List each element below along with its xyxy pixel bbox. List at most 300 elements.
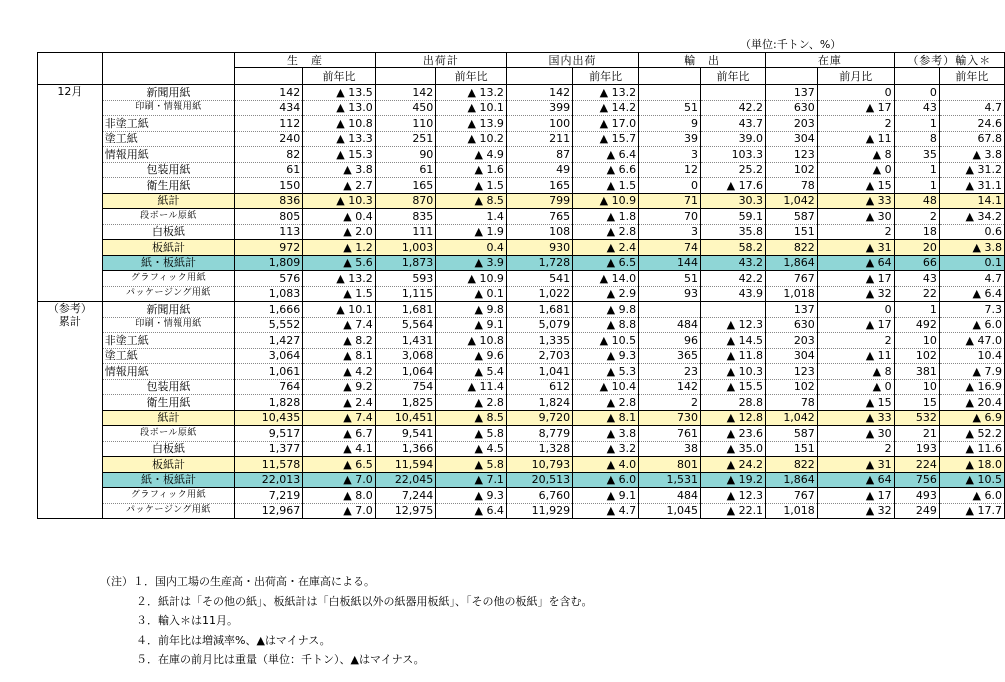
value-cell: 756 [894, 472, 939, 488]
value-cell: 78 [766, 178, 818, 194]
change-cell: 30.3 [701, 193, 766, 209]
change-cell: ▲ 4.0 [573, 457, 639, 473]
table-row [38, 426, 1005, 442]
change-cell: ▲ 64 [817, 472, 894, 488]
value-cell: 203 [766, 116, 818, 132]
value-cell: 2,703 [506, 348, 572, 364]
value-cell: 836 [235, 193, 303, 209]
section-label-line: （参考） [47, 302, 92, 315]
section-label [38, 302, 103, 519]
header-inventory: 在庫 [766, 53, 895, 68]
change-cell: ▲ 6.0 [939, 317, 1004, 333]
section-label-line: 12月 [57, 85, 83, 98]
value-cell: 8 [894, 131, 939, 147]
change-cell: ▲ 5.8 [436, 426, 507, 442]
value-cell: 434 [235, 100, 303, 116]
value-cell: 1,022 [506, 286, 572, 302]
change-cell: 7.3 [939, 302, 1004, 318]
change-cell: ▲ 2.9 [573, 286, 639, 302]
row-label: 紙計 [102, 193, 235, 209]
value-cell: 1,061 [235, 364, 303, 380]
change-cell: 43.2 [701, 255, 766, 271]
change-cell: ▲ 3.8 [573, 426, 639, 442]
change-cell: ▲ 10.9 [573, 193, 639, 209]
value-cell: 22,013 [235, 472, 303, 488]
value-cell: 49 [506, 162, 572, 178]
change-cell: ▲ 17.6 [701, 178, 766, 194]
value-cell: 151 [766, 224, 818, 240]
value-cell: 43 [894, 271, 939, 287]
change-cell: ▲ 12.3 [701, 317, 766, 333]
row-label: グラフィック用紙 [102, 271, 235, 287]
change-cell: ▲ 10.2 [436, 131, 507, 147]
value-cell: 3 [639, 147, 701, 163]
value-cell: 1,873 [375, 255, 436, 271]
row-label: 塗工紙 [102, 131, 235, 147]
change-cell: 24.6 [939, 116, 1004, 132]
table-row [38, 209, 1005, 225]
change-cell: ▲ 35.0 [701, 441, 766, 457]
change-cell: ▲ 15 [817, 395, 894, 411]
value-cell: 240 [235, 131, 303, 147]
table-row [38, 193, 1005, 209]
subheader-mom: 前月比 [817, 68, 894, 85]
change-cell: ▲ 13.9 [436, 116, 507, 132]
change-cell: ▲ 2.8 [573, 395, 639, 411]
value-cell: 612 [506, 379, 572, 395]
table-row [38, 286, 1005, 302]
row-label: 包装用紙 [102, 379, 235, 395]
change-cell: ▲ 6.4 [573, 147, 639, 163]
change-cell: 42.2 [701, 100, 766, 116]
change-cell: ▲ 7.0 [303, 472, 375, 488]
change-cell: ▲ 3.8 [939, 147, 1004, 163]
change-cell: ▲ 1.5 [436, 178, 507, 194]
change-cell: ▲ 2.0 [303, 224, 375, 240]
change-cell: 0 [817, 302, 894, 318]
change-cell: ▲ 0.4 [303, 209, 375, 225]
table-row [38, 457, 1005, 473]
value-cell: 1,335 [506, 333, 572, 349]
change-cell: ▲ 4.7 [573, 503, 639, 519]
change-cell: 43.7 [701, 116, 766, 132]
change-cell: ▲ 13.0 [303, 100, 375, 116]
value-cell: 10 [894, 333, 939, 349]
subheader-blank [766, 68, 818, 85]
change-cell: 2 [817, 333, 894, 349]
change-cell: 2 [817, 224, 894, 240]
change-cell: ▲ 3.2 [573, 441, 639, 457]
value-cell: 532 [894, 410, 939, 426]
value-cell: 765 [506, 209, 572, 225]
change-cell: ▲ 2.4 [573, 240, 639, 256]
value-cell: 12,975 [375, 503, 436, 519]
value-cell: 165 [375, 178, 436, 194]
value-cell: 1,003 [375, 240, 436, 256]
value-cell: 1,864 [766, 472, 818, 488]
table-row [38, 395, 1005, 411]
value-cell: 211 [506, 131, 572, 147]
value-cell: 48 [894, 193, 939, 209]
row-label: 包装用紙 [102, 162, 235, 178]
change-cell: ▲ 11 [817, 131, 894, 147]
value-cell: 493 [894, 488, 939, 504]
value-cell: 100 [506, 116, 572, 132]
row-label: 印刷・情報用紙 [102, 100, 235, 116]
value-cell: 1,825 [375, 395, 436, 411]
value-cell: 74 [639, 240, 701, 256]
value-cell: 11,929 [506, 503, 572, 519]
change-cell: ▲ 3.8 [303, 162, 375, 178]
change-cell: ▲ 9.1 [573, 488, 639, 504]
change-cell: ▲ 32 [817, 503, 894, 519]
value-cell: 137 [766, 85, 818, 101]
change-cell: ▲ 8.5 [436, 193, 507, 209]
value-cell: 111 [375, 224, 436, 240]
change-cell: 25.2 [701, 162, 766, 178]
table-header [38, 53, 1005, 85]
change-cell: ▲ 14.5 [701, 333, 766, 349]
subheader-blank [375, 68, 436, 85]
row-label: 白板紙 [102, 441, 235, 457]
row-label: 紙・板紙計 [102, 472, 235, 488]
change-cell: ▲ 13.2 [303, 271, 375, 287]
change-cell: ▲ 6.4 [436, 503, 507, 519]
change-cell: ▲ 17 [817, 317, 894, 333]
change-cell: ▲ 0 [817, 379, 894, 395]
value-cell: 1,018 [766, 286, 818, 302]
value-cell: 3 [639, 224, 701, 240]
value-cell: 43 [894, 100, 939, 116]
table-row [38, 364, 1005, 380]
table-row [38, 472, 1005, 488]
row-label: 印刷・情報用紙 [102, 317, 235, 333]
change-cell: ▲ 10.4 [573, 379, 639, 395]
value-cell: 1,064 [375, 364, 436, 380]
value-cell: 35 [894, 147, 939, 163]
value-cell: 870 [375, 193, 436, 209]
change-cell: 1.4 [436, 209, 507, 225]
change-cell: ▲ 7.0 [303, 503, 375, 519]
change-cell: ▲ 32 [817, 286, 894, 302]
change-cell: ▲ 8.1 [303, 348, 375, 364]
value-cell: 9,720 [506, 410, 572, 426]
row-label: 紙計 [102, 410, 235, 426]
change-cell: ▲ 13.2 [573, 85, 639, 101]
row-label: 白板紙 [102, 224, 235, 240]
change-cell: ▲ 10.3 [701, 364, 766, 380]
change-cell: ▲ 31 [817, 457, 894, 473]
footnote-2: ２．紙計は「その他の紙」、板紙計は「白板紙以外の紙器用板紙」、「その他の板紙」を含む。 [136, 594, 593, 608]
table-row [38, 488, 1005, 504]
value-cell: 9,541 [375, 426, 436, 442]
change-cell: ▲ 15.3 [303, 147, 375, 163]
value-cell: 20 [894, 240, 939, 256]
value-cell: 108 [506, 224, 572, 240]
value-cell: 1,681 [506, 302, 572, 318]
change-cell: ▲ 17 [817, 271, 894, 287]
value-cell: 484 [639, 488, 701, 504]
change-cell: 58.2 [701, 240, 766, 256]
row-label: 衛生用紙 [102, 178, 235, 194]
value-cell: 61 [375, 162, 436, 178]
unit-label: （単位:千トン、%） [740, 38, 842, 51]
change-cell: ▲ 11.8 [701, 348, 766, 364]
change-cell: 35.8 [701, 224, 766, 240]
change-cell: ▲ 0 [817, 162, 894, 178]
change-cell: ▲ 14.0 [573, 271, 639, 287]
table-row [38, 379, 1005, 395]
value-cell: 587 [766, 209, 818, 225]
value-cell: 1,864 [766, 255, 818, 271]
value-cell: 6,760 [506, 488, 572, 504]
value-cell: 767 [766, 488, 818, 504]
change-cell: ▲ 12.3 [701, 488, 766, 504]
value-cell: 1,666 [235, 302, 303, 318]
change-cell: ▲ 16.9 [939, 379, 1004, 395]
value-cell: 1 [894, 162, 939, 178]
table-row [38, 348, 1005, 364]
change-cell: ▲ 7.9 [939, 364, 1004, 380]
value-cell: 12 [639, 162, 701, 178]
value-cell: 151 [766, 441, 818, 457]
value-cell: 450 [375, 100, 436, 116]
value-cell: 5,079 [506, 317, 572, 333]
change-cell: ▲ 64 [817, 255, 894, 271]
subheader-yoy: 前年比 [939, 68, 1004, 85]
value-cell: 10 [894, 379, 939, 395]
value-cell: 7,244 [375, 488, 436, 504]
footnotes [100, 572, 593, 670]
value-cell: 87 [506, 147, 572, 163]
change-cell: ▲ 10.1 [303, 302, 375, 318]
change-cell: ▲ 22.1 [701, 503, 766, 519]
value-cell: 10,793 [506, 457, 572, 473]
change-cell: ▲ 10.5 [573, 333, 639, 349]
change-cell: ▲ 9.3 [436, 488, 507, 504]
change-cell: ▲ 5.6 [303, 255, 375, 271]
change-cell: ▲ 2.8 [573, 224, 639, 240]
table-row [38, 317, 1005, 333]
change-cell: 0 [817, 85, 894, 101]
change-cell: ▲ 4.1 [303, 441, 375, 457]
value-cell: 102 [766, 379, 818, 395]
value-cell: 1,083 [235, 286, 303, 302]
change-cell: ▲ 6.0 [573, 472, 639, 488]
change-cell: 4.7 [939, 100, 1004, 116]
value-cell: 18 [894, 224, 939, 240]
value-cell: 1,042 [766, 193, 818, 209]
value-cell: 1,824 [506, 395, 572, 411]
subheader-yoy: 前年比 [436, 68, 507, 85]
value-cell: 1,366 [375, 441, 436, 457]
table-row [38, 224, 1005, 240]
table-row [38, 116, 1005, 132]
value-cell: 102 [766, 162, 818, 178]
value-cell: 203 [766, 333, 818, 349]
change-cell: ▲ 33 [817, 193, 894, 209]
value-cell: 764 [235, 379, 303, 395]
value-cell: 96 [639, 333, 701, 349]
value-cell: 142 [506, 85, 572, 101]
value-cell: 1 [894, 178, 939, 194]
row-label: 新聞用紙 [102, 85, 235, 101]
paper-statistics-table [37, 52, 1005, 519]
change-cell: ▲ 11 [817, 348, 894, 364]
value-cell: 1 [894, 116, 939, 132]
change-cell [701, 85, 766, 101]
change-cell: 2 [817, 441, 894, 457]
change-cell: ▲ 31.1 [939, 178, 1004, 194]
change-cell: ▲ 9.2 [303, 379, 375, 395]
change-cell: ▲ 11.6 [939, 441, 1004, 457]
change-cell: 0.4 [436, 240, 507, 256]
change-cell: 42.2 [701, 271, 766, 287]
value-cell: 142 [639, 379, 701, 395]
header-export: 輸 出 [639, 53, 766, 68]
table-row [38, 333, 1005, 349]
table-row [38, 131, 1005, 147]
table-row [38, 240, 1005, 256]
change-cell: ▲ 17 [817, 488, 894, 504]
change-cell: ▲ 7.4 [303, 410, 375, 426]
change-cell: ▲ 12.8 [701, 410, 766, 426]
value-cell: 972 [235, 240, 303, 256]
change-cell: ▲ 4.9 [436, 147, 507, 163]
row-label: 非塗工紙 [102, 116, 235, 132]
change-cell: ▲ 17.0 [573, 116, 639, 132]
change-cell: ▲ 31 [817, 240, 894, 256]
value-cell: 1,828 [235, 395, 303, 411]
change-cell [701, 302, 766, 318]
value-cell: 12,967 [235, 503, 303, 519]
value-cell: 1,328 [506, 441, 572, 457]
header-blank [38, 53, 103, 85]
row-label: 情報用紙 [102, 147, 235, 163]
value-cell: 3,068 [375, 348, 436, 364]
footnote-3: ３．輸入＊は11月。 [136, 614, 238, 627]
value-cell: 1,041 [506, 364, 572, 380]
change-cell: 14.1 [939, 193, 1004, 209]
value-cell: 39 [639, 131, 701, 147]
value-cell: 730 [639, 410, 701, 426]
value-cell: 1,681 [375, 302, 436, 318]
change-cell: 59.1 [701, 209, 766, 225]
change-cell: ▲ 6.9 [939, 410, 1004, 426]
change-cell: ▲ 14.2 [573, 100, 639, 116]
value-cell: 576 [235, 271, 303, 287]
table-row [38, 441, 1005, 457]
value-cell: 930 [506, 240, 572, 256]
value-cell: 492 [894, 317, 939, 333]
change-cell: 67.8 [939, 131, 1004, 147]
change-cell: ▲ 2.7 [303, 178, 375, 194]
row-label: パッケージング用紙 [102, 286, 235, 302]
value-cell: 822 [766, 457, 818, 473]
footnote-4: ４．前年比は増減率%、▲はマイナス。 [136, 633, 331, 647]
section-label [38, 85, 103, 302]
change-cell: 2 [817, 116, 894, 132]
value-cell: 8,779 [506, 426, 572, 442]
value-cell: 630 [766, 100, 818, 116]
value-cell: 801 [639, 457, 701, 473]
table-row [38, 147, 1005, 163]
change-cell: ▲ 7.1 [436, 472, 507, 488]
header-domestic-shipment: 国内出荷 [506, 53, 638, 68]
value-cell: 15 [894, 395, 939, 411]
header-shipment-total: 出荷計 [375, 53, 506, 68]
change-cell: ▲ 15 [817, 178, 894, 194]
change-cell: 10.4 [939, 348, 1004, 364]
header-blank [102, 53, 235, 85]
value-cell: 365 [639, 348, 701, 364]
change-cell: ▲ 15.5 [701, 379, 766, 395]
value-cell: 381 [894, 364, 939, 380]
value-cell: 123 [766, 364, 818, 380]
header-production: 生 産 [235, 53, 375, 68]
value-cell: 399 [506, 100, 572, 116]
value-cell: 10,451 [375, 410, 436, 426]
change-cell: ▲ 6.6 [573, 162, 639, 178]
value-cell: 70 [639, 209, 701, 225]
value-cell: 1,728 [506, 255, 572, 271]
change-cell: ▲ 10.3 [303, 193, 375, 209]
change-cell: ▲ 30 [817, 426, 894, 442]
change-cell: ▲ 20.4 [939, 395, 1004, 411]
change-cell: ▲ 1.5 [573, 178, 639, 194]
change-cell: ▲ 13.5 [303, 85, 375, 101]
change-cell: ▲ 8.2 [303, 333, 375, 349]
change-cell: ▲ 6.4 [939, 286, 1004, 302]
change-cell: ▲ 18.0 [939, 457, 1004, 473]
value-cell: 1,018 [766, 503, 818, 519]
value-cell: 22,045 [375, 472, 436, 488]
value-cell: 21 [894, 426, 939, 442]
row-label: 板紙計 [102, 457, 235, 473]
change-cell: ▲ 2.4 [303, 395, 375, 411]
change-cell: ▲ 4.2 [303, 364, 375, 380]
table-row [38, 503, 1005, 519]
change-cell: ▲ 5.4 [436, 364, 507, 380]
change-cell: ▲ 1.6 [436, 162, 507, 178]
change-cell: ▲ 8 [817, 147, 894, 163]
value-cell: 110 [375, 116, 436, 132]
change-cell: ▲ 6.7 [303, 426, 375, 442]
value-cell: 144 [639, 255, 701, 271]
value-cell: 805 [235, 209, 303, 225]
table-row [38, 85, 1005, 101]
change-cell: ▲ 7.4 [303, 317, 375, 333]
value-cell: 66 [894, 255, 939, 271]
value-cell: 541 [506, 271, 572, 287]
change-cell: 4.7 [939, 271, 1004, 287]
value-cell: 9,517 [235, 426, 303, 442]
row-label: グラフィック用紙 [102, 488, 235, 504]
change-cell: ▲ 31.2 [939, 162, 1004, 178]
change-cell: ▲ 30 [817, 209, 894, 225]
change-cell: ▲ 10.1 [436, 100, 507, 116]
table-row [38, 162, 1005, 178]
change-cell: ▲ 9.6 [436, 348, 507, 364]
value-cell: 3,064 [235, 348, 303, 364]
change-cell: ▲ 6.0 [939, 488, 1004, 504]
subheader-blank [506, 68, 572, 85]
change-cell: ▲ 9.8 [573, 302, 639, 318]
change-cell: ▲ 3.8 [939, 240, 1004, 256]
change-cell: ▲ 9.8 [436, 302, 507, 318]
change-cell: ▲ 47.0 [939, 333, 1004, 349]
value-cell: 61 [235, 162, 303, 178]
